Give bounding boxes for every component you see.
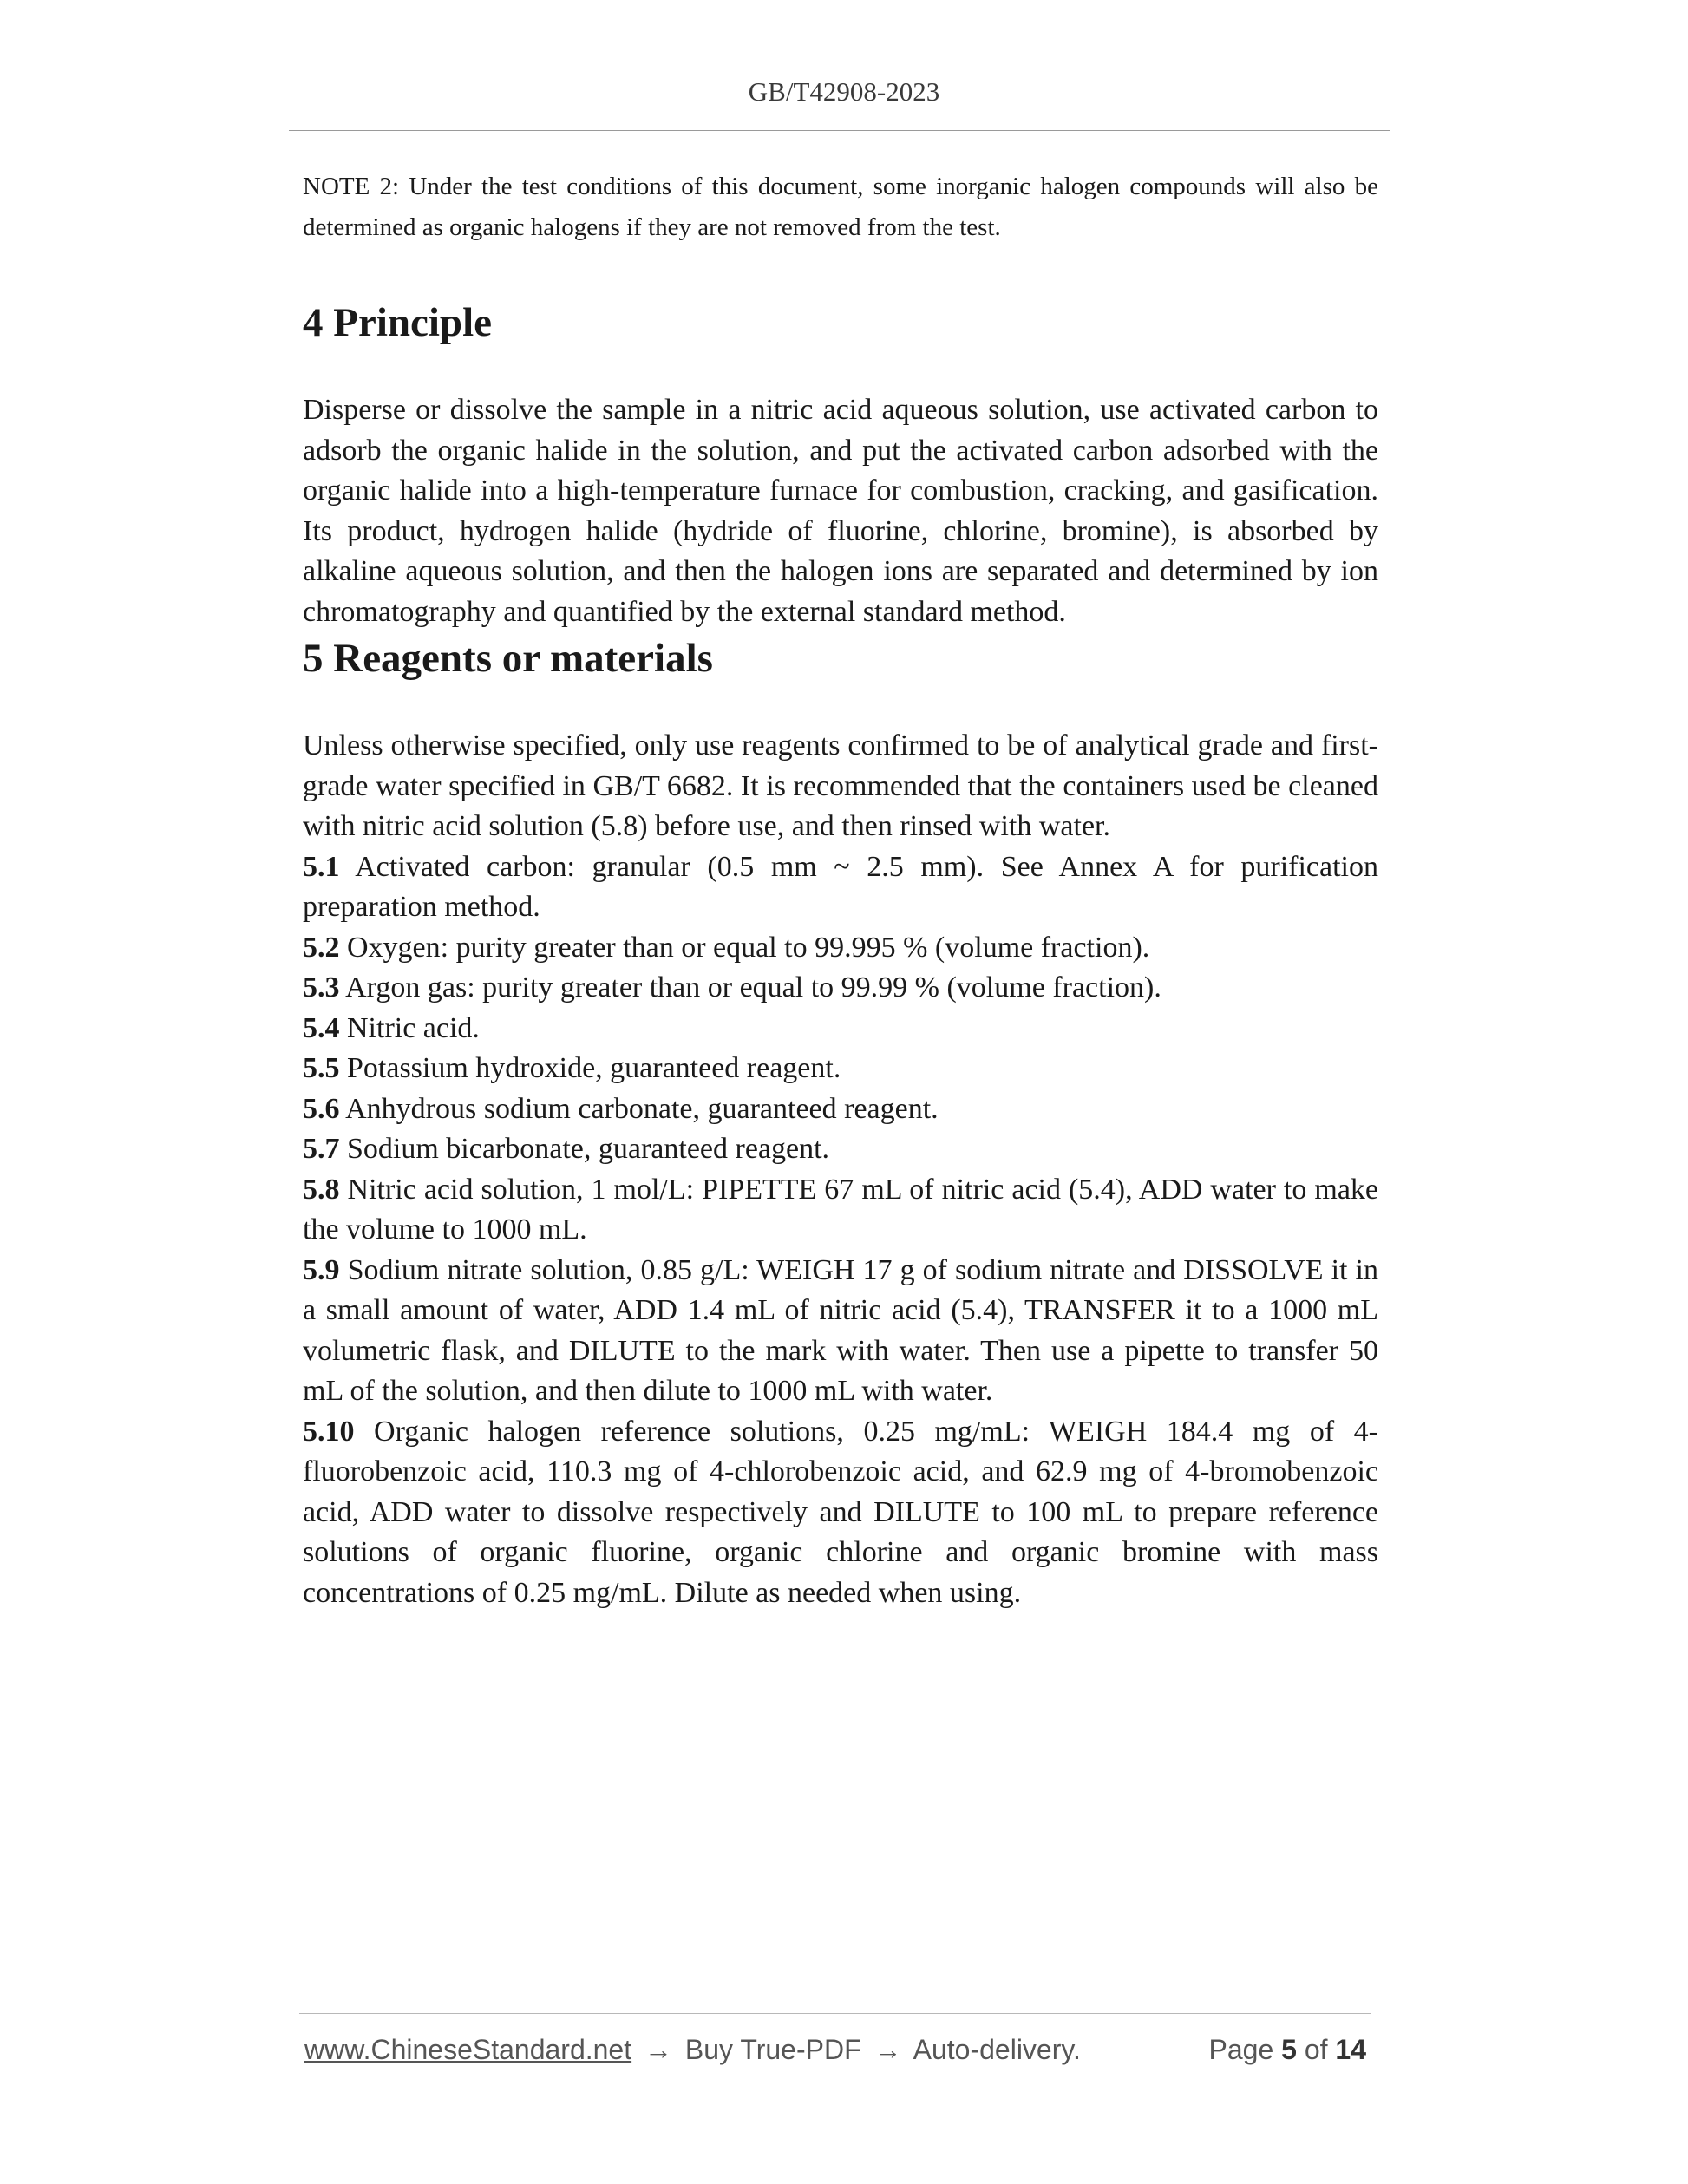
clause-number: 5.4	[303, 1011, 340, 1044]
clause-number: 5.9	[303, 1253, 340, 1286]
clause-text: Argon gas: purity greater than or equal to 99.99 % (volume fraction).	[345, 971, 1161, 1004]
page-indicator	[1209, 2034, 1366, 2066]
arrow-right-icon: →	[644, 2034, 672, 2065]
clause-text: Anhydrous sodium carbonate, guaranteed reagent.	[345, 1092, 939, 1125]
clause-number: 5.6	[303, 1092, 340, 1125]
auto-delivery-text: Auto-delivery.	[913, 2034, 1081, 2065]
footer-promo	[304, 2034, 1081, 2066]
clause-5-2	[303, 928, 1378, 969]
clause-5-10	[303, 1412, 1378, 1614]
clause-text: Oxygen: purity greater than or equal to 99.995 % (volume fraction).	[347, 931, 1150, 964]
clause-text: Sodium nitrate solution, 0.85 g/L: WEIGH 17 g of sodium nitrate and DISSOLVE it in a small amount of water, ADD 1.4 mL of nitric acid (5.4), TRANSFER it to a 1000 mL volumetric flask, and DILUTE to the mark with water. Then use a pipette to transfer 50 mL of the solution, and then dilute to 1000 mL with water.	[303, 1253, 1378, 1407]
clause-text: Activated carbon: granular (0.5 mm ~ 2.5 mm). See Annex A for purification preparation method.	[303, 850, 1379, 923]
clause-number: 5.10	[303, 1415, 355, 1448]
clause-number: 5.5	[303, 1052, 340, 1084]
page-label: Page	[1208, 2034, 1274, 2065]
note-2: NOTE 2: Under the test conditions of this document, some inorganic halogen compounds will also be determined as organic halogens if they are not removed from the test.	[303, 173, 1378, 241]
page-content	[303, 167, 1378, 1613]
page-total: 14	[1335, 2034, 1366, 2065]
clause-5-7	[303, 1129, 1378, 1170]
header-divider	[289, 130, 1390, 131]
footer-divider	[299, 2013, 1371, 2014]
clause-text: Potassium hydroxide, guaranteed reagent.	[347, 1052, 841, 1084]
clause-number: 5.3	[303, 971, 340, 1004]
clause-text: Nitric acid solution, 1 mol/L: PIPETTE 67 mL of nitric acid (5.4), ADD water to make the volume to 1000 mL.	[303, 1173, 1379, 1246]
clause-number: 5.8	[303, 1173, 340, 1206]
clause-text: Nitric acid.	[347, 1011, 480, 1044]
clause-number: 5.2	[303, 931, 340, 964]
section-5-heading: 5 Reagents or materials	[303, 636, 713, 681]
chinesestandard-link[interactable]: www.ChineseStandard.net	[304, 2034, 632, 2065]
of-label: of	[1304, 2034, 1328, 2065]
principle-paragraph: Disperse or dissolve the sample in a nitric acid aqueous solution, use activated carbon to adsorb the organic halide in the solution, and put the activated carbon adsorbed with the organic halide into a high-temperature furnace for combustion, cracking, and gasification. Its product, hydrogen halide (hydride of fluorine, chlorine, bromine), is absorbed by alkaline aqueous solution, and then the halogen ions are separated and determined by ion chromatography and quantified by the external standard method.	[303, 394, 1378, 628]
reagents-intro-paragraph: Unless otherwise specified, only use reagents confirmed to be of analytical grade and first-grade water specified in GB/T 6682. It is recommended that the containers used be cleaned with nitric acid solution (5.8) before use, and then rinsed with water.	[303, 729, 1378, 842]
section-4-heading: 4 Principle	[303, 300, 492, 345]
clause-text: Sodium bicarbonate, guaranteed reagent.	[347, 1133, 830, 1165]
clause-5-5	[303, 1049, 1378, 1089]
clause-number: 5.7	[303, 1133, 340, 1165]
clause-number: 5.1	[303, 850, 340, 883]
clause-5-1	[303, 847, 1378, 928]
buy-true-pdf-text: Buy True-PDF	[684, 2034, 861, 2065]
clause-5-8	[303, 1170, 1378, 1251]
clause-5-6	[303, 1089, 1378, 1130]
clause-5-4	[303, 1009, 1378, 1049]
document-id-header: GB/T42908-2023	[748, 76, 940, 107]
clause-5-3	[303, 968, 1378, 1009]
clause-text: Organic halogen reference solutions, 0.25 mg/mL: WEIGH 184.4 mg of 4-fluorobenzoic acid, 110.3 mg of 4-chlorobenzoic acid, and 62.9 mg of 4-bromobenzoic acid, ADD water to dissolve respectively and DILUTE to 100 mL to prepare reference solutions of organic fluorine, organic chlorine and organic bromine with mass concentrations of 0.25 mg/mL. Dilute as needed when using.	[303, 1415, 1379, 1609]
clause-5-9	[303, 1251, 1378, 1412]
page-number: 5	[1281, 2034, 1297, 2065]
page-footer	[304, 2034, 1380, 2072]
arrow-right-icon: →	[873, 2034, 902, 2065]
